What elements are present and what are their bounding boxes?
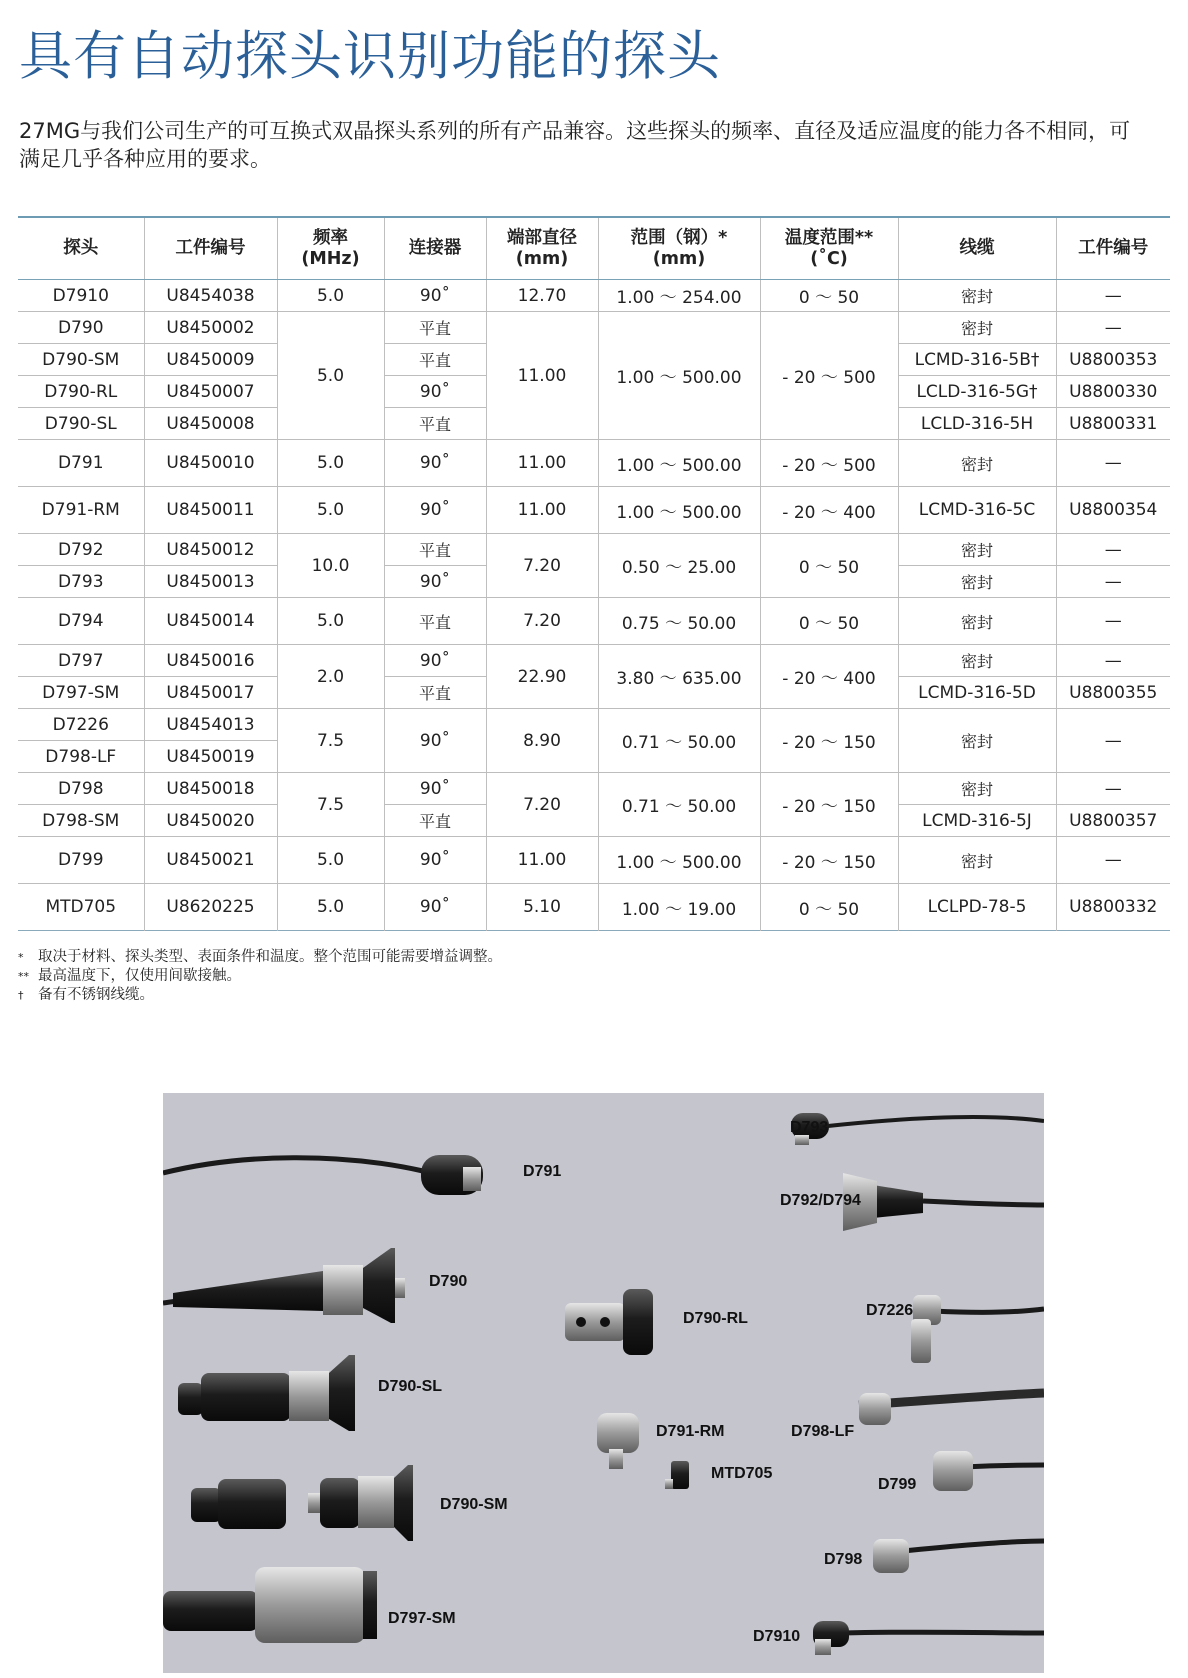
cell-cable: 密封	[898, 312, 1056, 344]
cell-freq: 7.5	[277, 773, 384, 837]
cell-probe: D793	[18, 566, 144, 598]
cell-probe: D790-RL	[18, 376, 144, 408]
table-row	[18, 598, 1170, 645]
cell-cable-part: —	[1056, 312, 1170, 344]
cell-range: 1.00 ～ 500.00	[598, 487, 760, 534]
header-cable: 线缆	[898, 217, 1056, 280]
cell-connector: 平直	[384, 344, 486, 376]
label-d793: D793	[790, 1119, 829, 1136]
cell-range: 1.00 ～ 500.00	[598, 312, 760, 440]
cell-connector: 90˚	[384, 837, 486, 884]
cell-cable: LCMD-316-5C	[898, 487, 1056, 534]
cell-cable: 密封	[898, 534, 1056, 566]
header-frequency-text: 频率 (MHz)	[301, 227, 360, 269]
cell-part: U8620225	[144, 884, 277, 931]
cell-temp: - 20 ～ 500	[760, 312, 898, 440]
footnote-symbol: †	[18, 989, 24, 1002]
cell-diameter: 11.00	[486, 487, 598, 534]
cell-range: 0.50 ～ 25.00	[598, 534, 760, 598]
cell-cable-part: —	[1056, 566, 1170, 598]
cell-freq: 5.0	[277, 884, 384, 931]
probe-illustrations	[163, 1093, 1044, 1673]
cell-cable-part: U8800331	[1056, 408, 1170, 440]
cell-part: U8450012	[144, 534, 277, 566]
footnote	[18, 967, 502, 986]
cell-probe: MTD705	[45, 897, 117, 917]
table-row	[18, 773, 1170, 805]
cell-cable-part: —	[1056, 598, 1170, 645]
cell-connector: 平直	[384, 408, 486, 440]
cell-connector: 90˚	[384, 709, 486, 773]
cell-diameter: 11.00	[486, 837, 598, 884]
cell-diameter: 11.00	[486, 312, 598, 440]
cell-probe: D791-RM	[18, 487, 144, 534]
intro-paragraph: 27MG与我们公司生产的可互换式双晶探头系列的所有产品兼容。这些探头的频率、直径及适应温度的能力各不相同，可满足几乎各种应用的要求。	[19, 119, 1131, 171]
cell-range: 0.75 ～ 50.00	[598, 598, 760, 645]
cell-part: U8450008	[144, 408, 277, 440]
cell-probe: D790	[18, 312, 144, 344]
cell-probe: D7226	[18, 709, 144, 741]
cell-cable-part: —	[1056, 534, 1170, 566]
cell-temp: - 20 ～ 150	[760, 837, 898, 884]
cell-temp: 0 ～ 50	[760, 598, 898, 645]
label-d790sm: D790-SM	[440, 1496, 508, 1513]
cell-probe: D790-SM	[18, 344, 144, 376]
header-range-text: 范围（钢）* (mm)	[630, 227, 728, 269]
header-tip-diameter	[486, 217, 598, 280]
cell-connector: 平直	[384, 534, 486, 566]
cell-part: U8450002	[144, 312, 277, 344]
cell-temp: - 20 ～ 150	[760, 709, 898, 773]
cell-part: U8454013	[144, 709, 277, 741]
cell-temp: 0 ～ 50	[760, 280, 898, 312]
d790rl-probe-image	[565, 1289, 653, 1355]
cell-connector: 平直	[384, 805, 486, 837]
d791-probe-image	[163, 1155, 483, 1195]
cell-range: 0.71 ～ 50.00	[598, 709, 760, 773]
table-row	[18, 280, 1170, 312]
cell-cable-part: U8800353	[1056, 344, 1170, 376]
cell-freq: 10.0	[277, 534, 384, 598]
cell-part: U8450011	[144, 487, 277, 534]
cell-diameter: 7.20	[486, 534, 598, 598]
cell-part: U8450018	[144, 773, 277, 805]
d790sl-probe-image	[178, 1355, 355, 1431]
d7910-probe-image	[813, 1621, 1044, 1655]
cell-diameter: 7.20	[486, 773, 598, 837]
cell-cable: 密封	[898, 598, 1056, 645]
d790sm-probe-image	[191, 1465, 413, 1541]
cell-range: 3.80 ～ 635.00	[598, 645, 760, 709]
cell-connector: 平直	[384, 598, 486, 645]
cell-cable-part: —	[1056, 709, 1170, 773]
label-d790sl: D790-SL	[378, 1378, 443, 1395]
cell-connector: 90˚	[384, 884, 486, 931]
cell-part: U8450009	[144, 344, 277, 376]
table-row	[18, 312, 1170, 344]
cell-cable-part: —	[1056, 280, 1170, 312]
cell-probe: D798	[18, 773, 144, 805]
label-d791rm: D791-RM	[656, 1423, 725, 1440]
cell-probe: D794	[18, 598, 144, 645]
cell-part: U8450017	[144, 677, 277, 709]
cell-cable: LCMD-316-5D	[898, 677, 1056, 709]
label-d797sm: D797-SM	[388, 1610, 456, 1627]
cell-range: 1.00 ～ 19.00	[598, 884, 760, 931]
cell-temp: - 20 ～ 500	[760, 440, 898, 487]
cell-cable: 密封	[898, 773, 1056, 805]
cell-range: 1.00 ～ 254.00	[598, 280, 760, 312]
header-frequency	[277, 217, 384, 280]
header-range	[598, 217, 760, 280]
cell-part: U8450013	[144, 566, 277, 598]
label-d7226: D7226	[866, 1302, 914, 1319]
label-d792-d794: D792/D794	[780, 1192, 861, 1209]
cell-probe: D792	[18, 534, 144, 566]
footnote-text: 取决于材料、探头类型、表面条件和温度。整个范围可能需要增益调整。	[38, 949, 502, 965]
cell-part: U8450020	[144, 805, 277, 837]
cell-cable-part: U8800332	[1056, 884, 1170, 931]
cell-cable: LCLPD-78-5	[898, 884, 1056, 931]
header-temperature	[760, 217, 898, 280]
cell-cable: 密封	[898, 645, 1056, 677]
mtd705-probe-image	[665, 1461, 689, 1489]
table-row	[18, 487, 1170, 534]
cell-connector: 平直	[384, 677, 486, 709]
d7226-probe-image	[911, 1295, 1044, 1363]
cell-part: U8450016	[144, 645, 277, 677]
cell-cable: LCMD-316-5J	[898, 805, 1056, 837]
table-row	[18, 837, 1170, 884]
header-probe: 探头	[18, 217, 144, 280]
table-row	[18, 884, 1170, 931]
cell-connector: 90˚	[384, 440, 486, 487]
cell-probe: D797	[18, 645, 144, 677]
d797sm-probe-image	[163, 1567, 377, 1643]
header-cable-part-number: 工件编号	[1056, 217, 1170, 280]
cell-range: 0.71 ～ 50.00	[598, 773, 760, 837]
cell-probe: D799	[18, 837, 144, 884]
cell-freq: 2.0	[277, 645, 384, 709]
header-temperature-text: 温度范围** (˚C)	[784, 227, 874, 269]
label-d798: D798	[824, 1551, 863, 1568]
cell-cable: 密封	[898, 837, 1056, 884]
cell-connector: 90˚	[384, 280, 486, 312]
cell-connector: 90˚	[384, 376, 486, 408]
cell-probe: D791	[18, 440, 144, 487]
cell-probe: D798-LF	[18, 741, 144, 773]
probe-spec-table	[18, 216, 1170, 931]
cell-cable-part: —	[1056, 440, 1170, 487]
cell-diameter: 12.70	[486, 280, 598, 312]
d791rm-probe-image	[597, 1413, 639, 1469]
cell-connector: 90˚	[384, 487, 486, 534]
table-header-row	[18, 217, 1170, 280]
label-d790: D790	[429, 1273, 468, 1290]
label-mtd705: MTD705	[711, 1465, 773, 1482]
cell-diameter: 5.10	[486, 884, 598, 931]
page-title: 具有自动探头识别功能的探头	[19, 26, 721, 87]
cell-probe: D797-SM	[18, 677, 144, 709]
cell-cable-part: U8800330	[1056, 376, 1170, 408]
cell-freq: 5.0	[277, 837, 384, 884]
cell-cable-part: U8800357	[1056, 805, 1170, 837]
footnote-symbol: *	[18, 951, 24, 964]
header-connector: 连接器	[384, 217, 486, 280]
cell-cable: 密封	[898, 280, 1056, 312]
label-d799: D799	[878, 1476, 917, 1493]
cell-range: 1.00 ～ 500.00	[598, 440, 760, 487]
d793-probe-image	[791, 1113, 1044, 1145]
cell-temp: - 20 ～ 150	[760, 773, 898, 837]
footnotes	[18, 948, 502, 1005]
cell-connector: 90˚	[384, 645, 486, 677]
cell-part: U8450007	[144, 376, 277, 408]
label-d790rl: D790-RL	[683, 1310, 748, 1327]
cell-diameter: 22.90	[486, 645, 598, 709]
table-row	[18, 645, 1170, 677]
cell-part: U8450014	[144, 598, 277, 645]
cell-probe: D798-SM	[18, 805, 144, 837]
cell-part: U8450019	[144, 741, 277, 773]
cell-freq: 5.0	[277, 280, 384, 312]
cell-freq: 5.0	[277, 312, 384, 440]
cell-cable: LCLD-316-5H	[898, 408, 1056, 440]
cell-cable: 密封	[898, 440, 1056, 487]
d790-probe-image	[163, 1248, 405, 1323]
d792-d794-probe-image	[843, 1173, 1044, 1231]
footnote-symbol: **	[18, 970, 29, 983]
label-d7910: D7910	[753, 1628, 801, 1645]
cell-cable-part: —	[1056, 837, 1170, 884]
cell-cable-part: —	[1056, 773, 1170, 805]
label-d798lf: D798-LF	[791, 1423, 855, 1440]
cell-probe: D7910	[18, 280, 144, 312]
footnote	[18, 948, 502, 967]
header-tip-diameter-text: 端部直径 (mm)	[507, 227, 577, 269]
cell-diameter: 11.00	[486, 440, 598, 487]
cell-temp: 0 ～ 50	[760, 884, 898, 931]
table-row	[18, 534, 1170, 566]
cell-connector: 90˚	[384, 566, 486, 598]
d799-probe-image	[933, 1451, 1044, 1491]
table-row	[18, 709, 1170, 741]
cell-cable: 密封	[898, 709, 1056, 773]
footnote	[18, 986, 502, 1005]
cell-cable-part: —	[1056, 645, 1170, 677]
cell-temp: - 20 ～ 400	[760, 487, 898, 534]
cell-freq: 5.0	[277, 487, 384, 534]
cell-connector: 平直	[384, 312, 486, 344]
d798lf-probe-image	[859, 1393, 1044, 1425]
footnote-text: 备有不锈钢线缆。	[38, 987, 154, 1003]
cell-freq: 5.0	[277, 598, 384, 645]
cell-cable-part: U8800355	[1056, 677, 1170, 709]
table-row	[18, 440, 1170, 487]
cell-cable-part: U8800354	[1056, 487, 1170, 534]
probe-product-photo	[163, 1093, 1044, 1673]
cell-diameter: 8.90	[486, 709, 598, 773]
cell-part: U8454038	[144, 280, 277, 312]
cell-cable: 密封	[898, 566, 1056, 598]
footnote-text: 最高温度下，仅使用间歇接触。	[38, 968, 241, 984]
cell-temp: 0 ～ 50	[760, 534, 898, 598]
header-part-number: 工件编号	[144, 217, 277, 280]
d798-probe-image	[873, 1539, 1044, 1573]
label-d791: D791	[523, 1163, 562, 1180]
cell-part: U8450021	[144, 837, 277, 884]
cell-freq: 7.5	[277, 709, 384, 773]
cell-probe: D790-SL	[18, 408, 144, 440]
cell-temp: - 20 ～ 400	[760, 645, 898, 709]
cell-cable: LCMD-316-5B†	[898, 344, 1056, 376]
cell-cable: LCLD-316-5G†	[898, 376, 1056, 408]
cell-range: 1.00 ～ 500.00	[598, 837, 760, 884]
cell-diameter: 7.20	[486, 598, 598, 645]
cell-part: U8450010	[144, 440, 277, 487]
cell-connector: 90˚	[384, 773, 486, 805]
cell-freq: 5.0	[277, 440, 384, 487]
